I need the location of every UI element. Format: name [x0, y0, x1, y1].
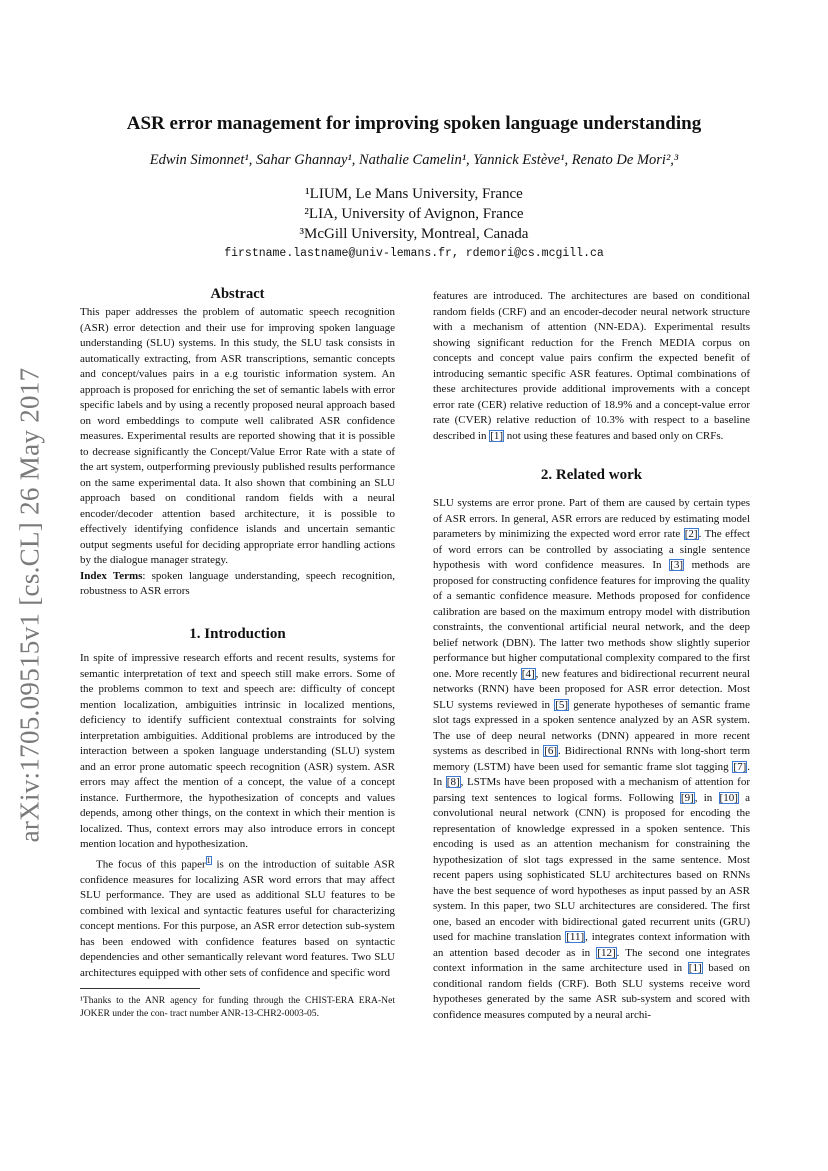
related-text: . Bidirectional RNNs with long-short term memory (LSTM) have been used for semantic frame slot tagging — [433, 745, 751, 773]
introduction-body — [80, 651, 395, 981]
abstract-text: This paper addresses the problem of automatic speech recognition (ASR) error detection and their use for improving spoken language understanding (SLU) systems. In this study, the SLU task consists in automatically extracting, from ASR transcriptions, semantic concepts and concept/values pairs in a e.g touristic information system. An approach is proposed for enriching the set of semantic labels with error specific labels and by using a recently proposed neural approach based on word embeddings to compute well calibrated ASR confidence measures. Experimental results are reported showing that it is possible to decrease significantly the Concept/Value Error Rate with a state of the art system, outperforming previously published results performance on the same experimental data. It also shown that combining an SLU approach based on conditional random fields with a neural encoder/decoder attention based architecture, it is possible to effectively identifying confidence islands and uncertain semantic output segments useful for deciding appropriate error handling actions by the dialogue manager strategy. — [80, 306, 395, 566]
index-terms — [80, 569, 395, 600]
citation-link[interactable]: [2] — [684, 528, 698, 540]
right-column-top — [433, 289, 750, 444]
related-text: , LSTMs have been proposed with a mechanism of attention for parsing text sentences to logical forms. Following — [433, 776, 750, 804]
citation-link[interactable]: [5] — [555, 698, 569, 711]
citation-link[interactable]: [1] — [688, 962, 702, 974]
intro-p2-rest: is on the introduction of suitable ASR confidence measures for localizing ASR word errors that may affect SLU performance. They are used as additional SLU features to be combined with lexical and syntactic features useful for characterizing concept mentions. For this purpose, an ASR error detection sub-system has been endowed with confidence features based on syntactic dependencies and other semantically relevant word features. Two SLU architectures equipped with other sets of confidence and specific word — [80, 858, 395, 979]
author-emails: firstname.lastname@univ-lemans.fr, rdemori@cs.mcgill.ca — [224, 247, 604, 260]
arxiv-stamp-text: arXiv:1705.09515v1 [cs.CL] 26 May 2017 — [14, 367, 45, 843]
citation-link[interactable]: [10] — [719, 791, 738, 804]
section-related-work-heading: 2. Related work — [540, 467, 643, 483]
intro-paragraph-1: In spite of impressive research efforts and recent results, systems for semantic interpretation of text and speech still make errors. Some of the problems common to text and speech are: difficulty of concept mention localization, ambiguities intrinsic in localized mentions, deficiency to identify sufficient contextual constraints for solving interpretation ambiguities. Additional problems are introduced by the interaction between a spoken language understanding (SLU) system and an error prone automatic speech recognition (ASR) system. ASR errors may affect the mention of a concept, the value of a concept instance. Furthermore, the hypothesization of concepts and values depends, among other things, on the context in which their mention is localized. Thus, context errors may also introduce errors in concept mention location and hypothesization. — [80, 652, 395, 850]
intro-p2-start: The focus of this paper — [96, 858, 206, 871]
right-top-text-a: features are introduced. The architectures are based on conditional random fields (CRF) and an encoder-decoder neural network structure with a mechanism of attention (NN-EDA). Experimental results showing significant reduction for the French MEDIA corpus on concepts and concept value pairs confirm the expected benefit of introducing semantic specific ASR features. Optimal combinations of these architectures provide additional improvements with a concept error rate (CER) relative reduction of 18.9% and a concept-value error rate (CVER) relative reduction of 10.3% with respect to a baseline described in — [433, 290, 750, 442]
arxiv-stamp — [0, 360, 70, 850]
related-text: SLU systems are error prone. Part of them are caused by certain types of ASR errors. In general, ASR errors are reduced by estimating model parameters by minimizing the expected word error rate — [433, 497, 750, 540]
right-top-text-b: not using these features and based only on CRFs. — [504, 429, 724, 442]
related-text: methods are proposed for constructing confidence features for improving the quality of a semantic confidence measure. Methods proposed for confidence calibration are based on the maximum entropy model with distribution constraints, the conventional artificial neural network, and the deep belief network (DBN). The latter two methods show slightly superior performance but higher computational complexity compared to the first one. More recently — [433, 559, 751, 680]
abstract-heading: Abstract — [210, 286, 265, 302]
related-text: generate hypotheses of semantic frame slot tags expressed in a spoken sentence analyzed by an ASR system. The use of deep neural networks (DNN) appeared in more recent systems as described in — [433, 698, 750, 757]
related-text: . In — [433, 760, 750, 788]
related-text: . The second one integrates context information in the same architecture used in — [433, 946, 750, 974]
related-work-paragraph — [433, 496, 750, 1023]
citation-link[interactable]: [12] — [597, 946, 616, 959]
author-list: Edwin Simonnet¹, Sahar Ghannay¹, Nathalie Camelin¹, Yannick Estève¹, Renato De Mori²,³ — [149, 152, 679, 168]
related-text: , integrates context information with an attention based decoder as in — [433, 931, 750, 959]
related-text: a convolutional neural network (CNN) is proposed for encoding the representation of knowledge expressed in a spoken sentence. This encoding is used as an attention mechanism for constraining the hypothesization of slot tags expressed in the same sentence. Most recent papers using sophisticated SLU architectures based on RNNs have the best sequence of word hypotheses as input passed by an ASR system. In this paper, two SLU architectures are considered. The first one, based an encoder with bidirectional gated recurrent units (GRU) used for machine translation — [433, 791, 751, 943]
citation-link[interactable]: [7] — [733, 760, 747, 773]
related-text: , in — [694, 791, 719, 804]
index-terms-label: Index Terms — [80, 569, 143, 582]
affiliation-2: ²LIA, University of Avignon, France — [304, 206, 524, 222]
citation-link[interactable]: [1] — [490, 429, 504, 442]
related-text: . The effect of word errors can be controlled by associating a single sentence hypothesis with word confidence measures. In — [433, 528, 750, 571]
footnote-rule — [80, 988, 200, 989]
affiliation-3: ³McGill University, Montreal, Canada — [299, 226, 529, 242]
related-work-body — [433, 496, 750, 1023]
paper-title: ASR error management for improving spoken language understanding — [126, 113, 702, 134]
intro-paragraph-2 — [80, 853, 395, 982]
citation-link[interactable]: [6] — [544, 745, 558, 757]
index-terms-text: : spoken language understanding, speech recognition, robustness to ASR errors — [80, 569, 395, 597]
right-top-paragraph — [433, 289, 750, 444]
citation-link[interactable]: [4] — [521, 667, 535, 680]
affiliation-1: ¹LIUM, Le Mans University, France — [305, 186, 523, 202]
footnote-marker-link[interactable]: 1 — [206, 855, 211, 865]
related-text: based on conditional random fields (CRF). Both SLU systems receive word hypotheses generated by the same ASR sub-system and scored with confidence measures computed by a neural archi- — [433, 962, 750, 1021]
citation-link[interactable]: [3] — [670, 559, 684, 571]
section-introduction-heading: 1. Introduction — [189, 626, 286, 642]
footnote: ¹Thanks to the ANR agency for funding through the CHIST-ERA ERA-Net JOKER under the con- tract number ANR-13-CHR2-0003-05. — [80, 995, 395, 1019]
abstract-body — [80, 305, 395, 600]
citation-link[interactable]: [11] — [566, 931, 585, 943]
related-text: , new features and bidirectional recurrent neural networks (RNN) have been proposed for ASR error detection. Most SLU systems reviewed in — [433, 667, 750, 711]
citation-link[interactable]: [8] — [446, 776, 460, 788]
citation-link[interactable]: [9] — [680, 791, 694, 804]
